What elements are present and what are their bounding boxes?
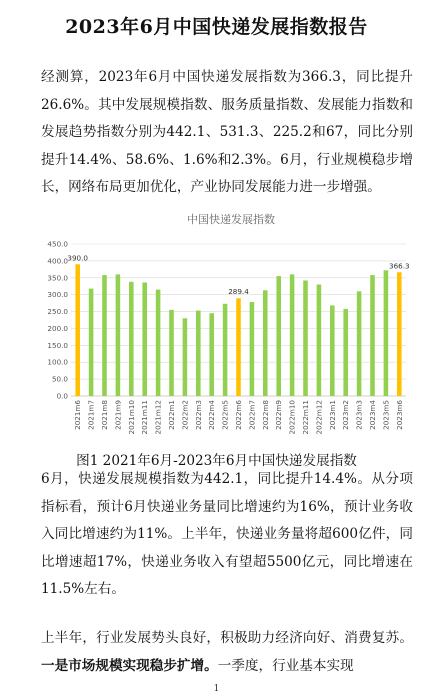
chart-y-axis xyxy=(47,240,68,401)
bar-2022m10 xyxy=(290,274,295,396)
data-label-2022m6: 289.4 xyxy=(228,287,249,297)
bar-2023m5 xyxy=(384,270,389,396)
bar-2022m5 xyxy=(223,304,228,396)
data-label-2021m6: 390.0 xyxy=(67,253,88,263)
bar-2021m11 xyxy=(142,283,147,396)
bar-2022m11 xyxy=(303,280,308,396)
x-tick-label: 2021m6 xyxy=(73,400,83,430)
bar-2021m6 xyxy=(75,264,80,396)
x-tick-label: 2022m12 xyxy=(314,400,324,435)
x-tick-label: 2021m10 xyxy=(126,400,136,435)
x-tick-label: 2023m1 xyxy=(327,400,337,430)
x-tick-label: 2022m10 xyxy=(287,400,297,435)
y-tick-label: 50.0 xyxy=(51,374,68,384)
summary-paragraph xyxy=(41,625,413,680)
bar-2022m1 xyxy=(169,310,174,396)
report-title: 2023年6月中国快递发展指数报告 xyxy=(65,16,368,38)
summary-highlight: 一是市场规模实现稳步扩增。 xyxy=(41,657,218,674)
chart-bars xyxy=(75,264,401,396)
y-tick-label: 150.0 xyxy=(47,340,68,350)
bar-2022m8 xyxy=(263,290,268,396)
bar-2022m3 xyxy=(196,311,201,396)
x-tick-label: 2021m8 xyxy=(100,400,109,430)
figure-caption: 图1 2021年6月-2023年6月中国快递发展指数 xyxy=(76,453,357,469)
y-tick-label: 100.0 xyxy=(47,357,68,367)
bar-2021m10 xyxy=(129,282,134,396)
bar-2021m9 xyxy=(116,274,121,396)
x-tick-label: 2022m11 xyxy=(301,400,310,435)
x-tick-label: 2021m12 xyxy=(153,400,163,435)
express-index-chart xyxy=(41,206,413,442)
data-label-2023m6: 366.3 xyxy=(389,261,410,271)
y-tick-label: 0.0 xyxy=(56,391,68,401)
bar-2023m6 xyxy=(397,272,402,396)
bar-2023m1 xyxy=(330,305,335,396)
bar-2022m9 xyxy=(276,276,281,396)
y-tick-label: 400.0 xyxy=(47,256,68,266)
bar-2023m4 xyxy=(370,275,375,396)
x-tick-label: 2021m7 xyxy=(86,400,96,430)
x-tick-label: 2022m7 xyxy=(247,400,257,430)
x-tick-label: 2022m8 xyxy=(260,400,270,430)
bar-2022m7 xyxy=(250,302,255,396)
scale-paragraph: 6月，快递发展规模指数为442.1，同比提升14.4%。从分项指标看，预计6月快递业务量同比增速约为16%，预计业务收入同比增速约为11%。上半年，快递业务量将超600亿件，同比增速超17%，快递业务收入有望超5500亿元，同比增速在11.5%左右。 xyxy=(41,471,413,598)
x-tick-label: 2022m3 xyxy=(193,400,203,430)
bar-2021m7 xyxy=(89,289,94,396)
bar-2023m3 xyxy=(357,291,362,396)
x-tick-label: 2022m4 xyxy=(207,400,217,430)
x-tick-label: 2022m9 xyxy=(274,400,284,430)
page-number: 1 xyxy=(213,684,220,694)
x-tick-label: 2023m2 xyxy=(341,400,351,430)
x-tick-label: 2023m6 xyxy=(394,400,404,430)
x-tick-label: 2023m3 xyxy=(354,400,364,430)
bar-2021m12 xyxy=(156,290,161,396)
y-tick-label: 450.0 xyxy=(47,239,68,249)
y-tick-label: 300.0 xyxy=(47,290,68,300)
bar-2022m12 xyxy=(317,285,322,396)
x-tick-label: 2023m4 xyxy=(368,400,377,430)
summary-lead: 上半年，行业发展势头良好，积极助力经济向好、消费复苏。 xyxy=(41,630,413,646)
intro-paragraph: 经测算，2023年6月中国快递发展指数为366.3，同比提升26.6%。其中发展规模指数、服务质量指数、发展能力指数和发展趋势指数分别为442.1、531.3、225.2和67，同比分别提升14.4%、58.6%、1.6%和2.3%。6月，行业规模稳步增长，网络布局更加优化，产业协同发展能力进一步增强。 xyxy=(41,69,413,196)
x-tick-label: 2022m1 xyxy=(167,400,176,430)
bar-2022m4 xyxy=(209,313,214,396)
x-tick-label: 2022m5 xyxy=(220,400,230,430)
x-tick-label: 2022m2 xyxy=(180,400,190,430)
bar-2023m2 xyxy=(343,309,348,396)
x-tick-label: 2021m11 xyxy=(140,400,150,435)
bar-2021m8 xyxy=(102,275,107,396)
bar-2022m2 xyxy=(183,318,188,396)
y-tick-label: 350.0 xyxy=(47,273,68,283)
y-tick-label: 200.0 xyxy=(47,323,68,333)
x-tick-label: 2022m6 xyxy=(234,400,243,430)
chart-title: 中国快递发展指数 xyxy=(187,213,275,226)
x-tick-label: 2021m9 xyxy=(113,400,123,430)
summary-continued: 一季度，行业基本实现 xyxy=(217,657,354,674)
chart-x-axis xyxy=(73,400,404,435)
y-tick-label: 250.0 xyxy=(47,307,68,317)
bar-2022m6 xyxy=(236,298,241,396)
x-tick-label: 2023m5 xyxy=(381,400,391,430)
